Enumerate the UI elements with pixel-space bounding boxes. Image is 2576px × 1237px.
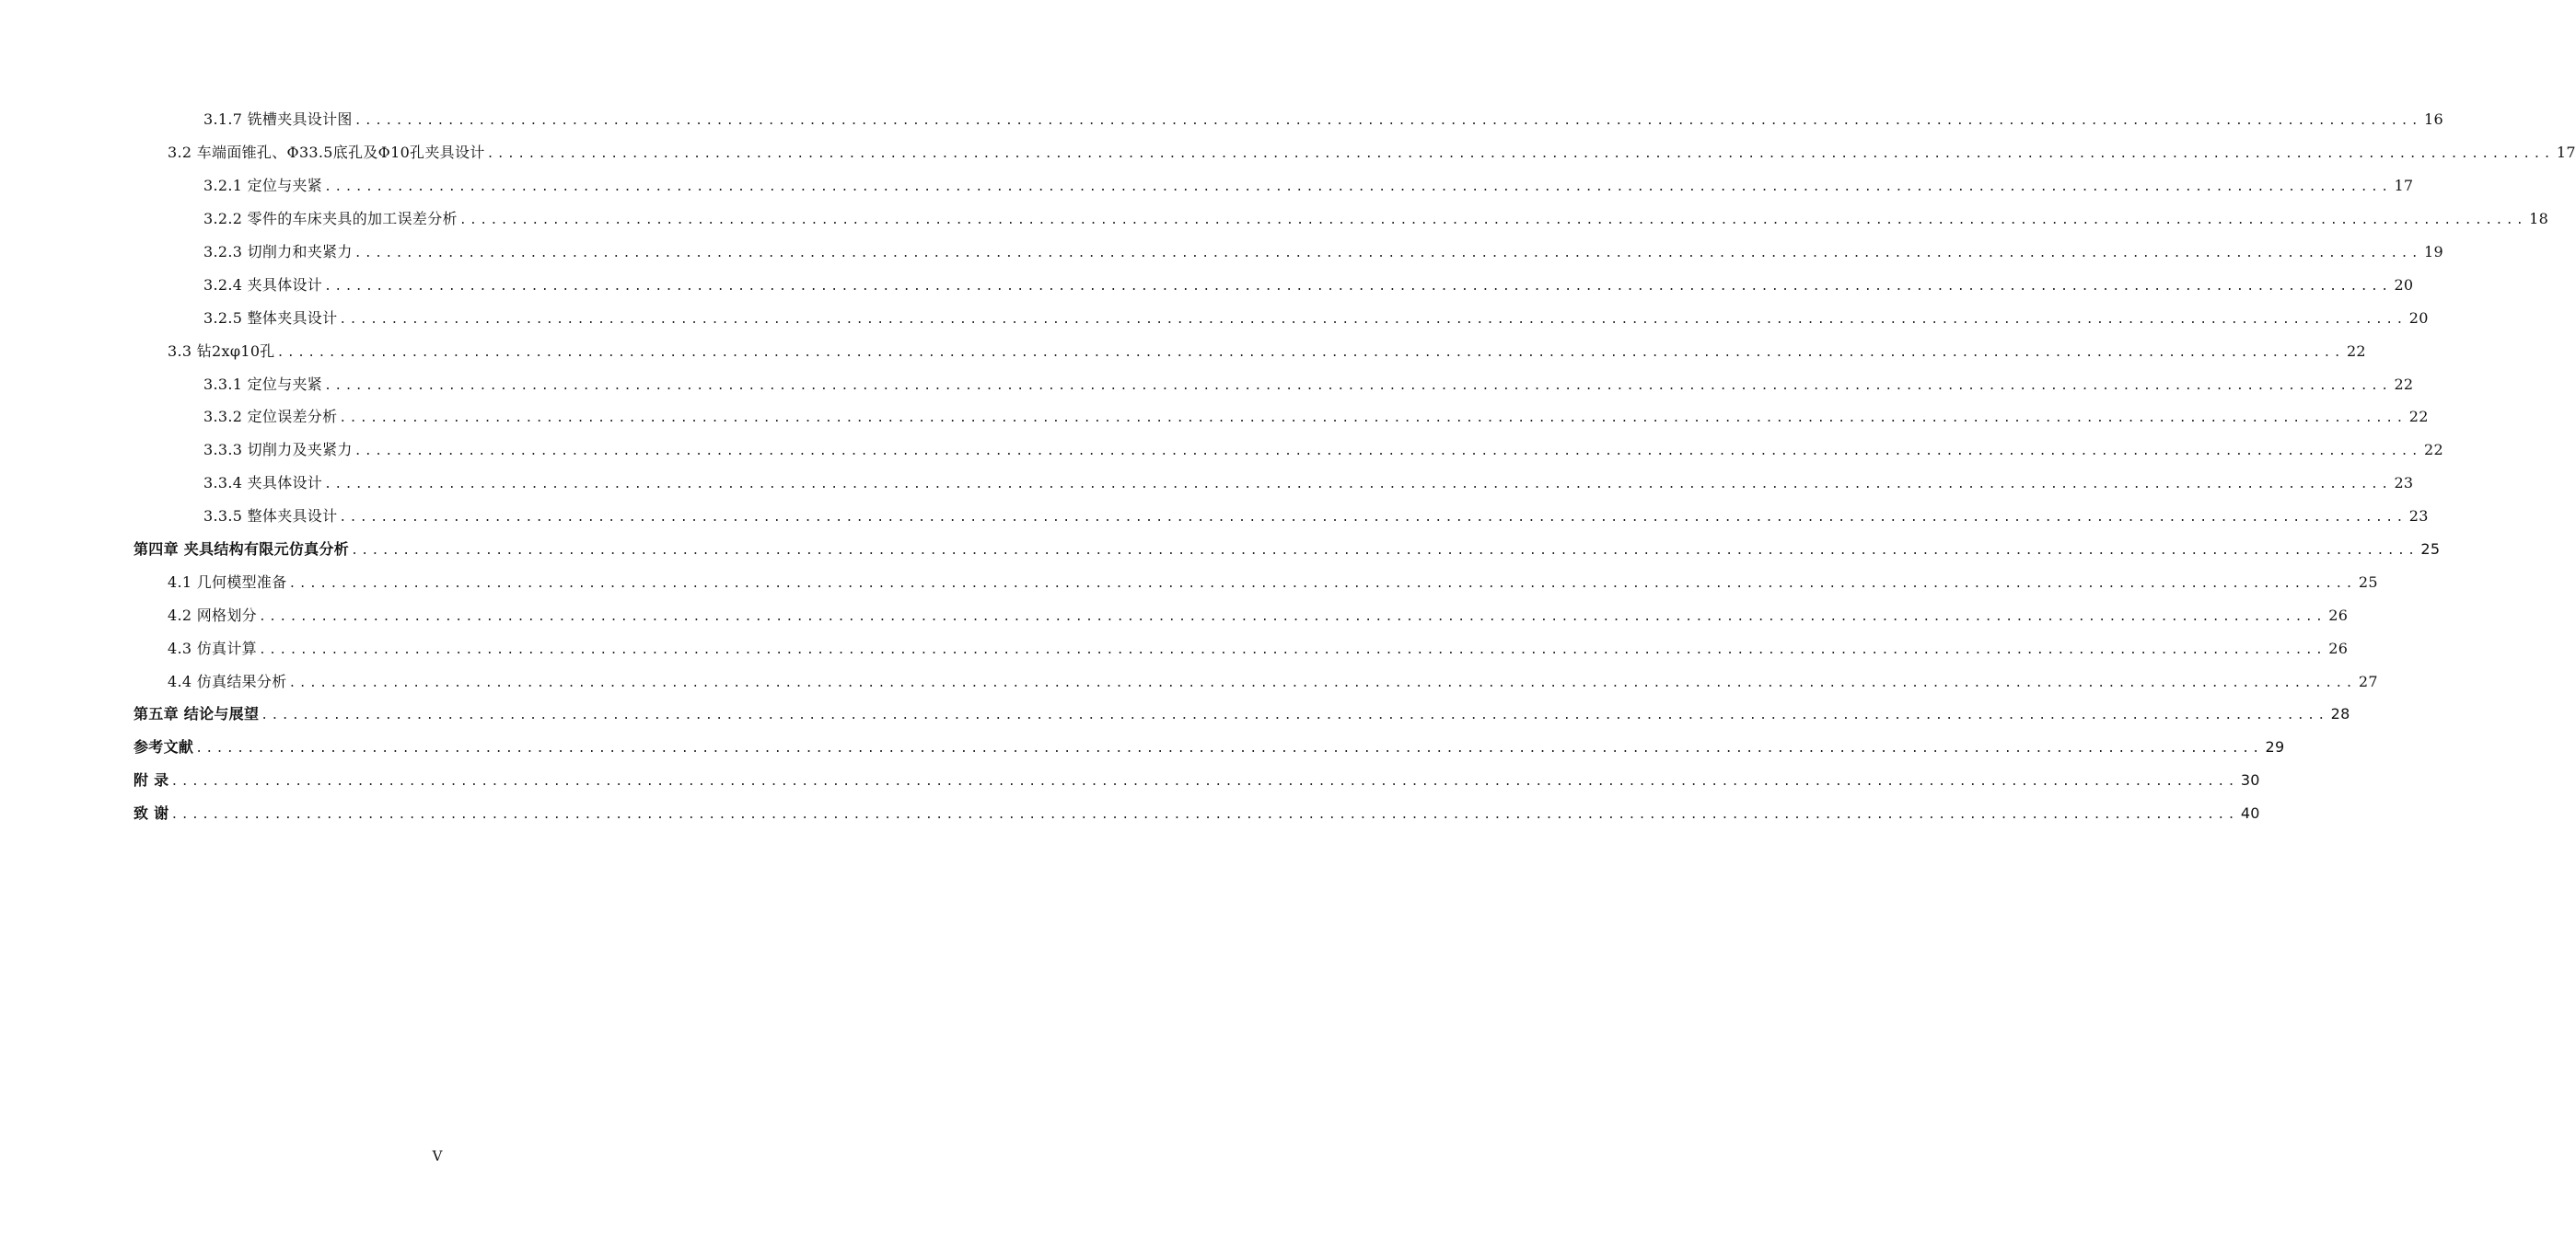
toc-entry-page: 26 — [2328, 639, 2349, 657]
toc-entry-line — [168, 670, 2378, 691]
toc-entry-page: 40 — [2240, 804, 2260, 823]
toc-entry[interactable] — [0, 597, 2349, 630]
toc-entry[interactable] — [0, 664, 2378, 697]
toc-dot-leader: ........................................................................................................................................................................................................ — [351, 544, 2419, 559]
toc-entry[interactable] — [0, 168, 2414, 202]
toc-entry-line — [203, 174, 2414, 195]
table-of-contents — [0, 102, 2576, 829]
toc-entry-line — [168, 571, 2378, 592]
toc-dot-leader: ........................................................................................................................................................................................................ — [339, 312, 2407, 327]
toc-entry[interactable] — [0, 135, 2576, 168]
toc-entry-label: 3.2.3 切削力和夹紧力 — [203, 243, 353, 260]
page-number: V — [432, 1148, 443, 1164]
toc-entry-page: 22 — [2408, 408, 2429, 426]
toc-entry-line — [133, 538, 2441, 559]
toc-entry-line — [168, 604, 2349, 625]
toc-entry-page: 18 — [2529, 210, 2549, 228]
toc-entry-page: 25 — [2358, 572, 2378, 591]
toc-entry-line — [168, 340, 2366, 361]
toc-dot-leader: ........................................................................................................................................................................................................ — [354, 445, 2422, 459]
toc-dot-leader: ........................................................................................................................................................................................................ — [486, 147, 2554, 162]
toc-entry[interactable] — [0, 235, 2444, 268]
toc-entry[interactable] — [0, 730, 2285, 763]
toc-entry[interactable] — [0, 202, 2549, 235]
toc-entry-label: 3.2.5 整体夹具设计 — [203, 308, 338, 327]
toc-entry[interactable] — [0, 763, 2260, 796]
toc-entry-page: 22 — [2424, 441, 2444, 459]
toc-dot-leader: ........................................................................................................................................................................................................ — [458, 214, 2527, 228]
toc-entry-label: 3.3.3 切削力及夹紧力 — [203, 441, 353, 459]
toc-entry-label: 4.3 仿真计算 — [168, 639, 257, 657]
toc-entry-line — [203, 108, 2444, 129]
toc-dot-leader: ........................................................................................................................................................................................................ — [276, 345, 2344, 360]
toc-entry-label: 3.2.1 定位与夹紧 — [203, 177, 323, 195]
toc-entry[interactable] — [0, 499, 2429, 532]
toc-entry-page: 20 — [2394, 275, 2414, 294]
toc-entry-page: 20 — [2408, 308, 2429, 327]
toc-entry[interactable] — [0, 300, 2429, 333]
toc-entry[interactable] — [0, 796, 2260, 829]
toc-entry-label: 4.2 网格划分 — [168, 606, 257, 624]
toc-entry-page: 22 — [2346, 341, 2366, 360]
toc-entry[interactable] — [0, 564, 2378, 597]
toc-dot-leader: ........................................................................................................................................................................................................ — [261, 709, 2328, 723]
toc-entry-label: 第五章 结论与展望 — [133, 705, 260, 723]
toc-entry-label: 3.3.1 定位与夹紧 — [203, 375, 323, 393]
toc-entry-line — [203, 207, 2549, 228]
toc-entry[interactable] — [0, 532, 2441, 565]
toc-entry[interactable] — [0, 399, 2429, 433]
toc-entry-label: 致 谢 — [133, 804, 169, 823]
toc-entry[interactable] — [0, 366, 2414, 399]
toc-entry-line — [203, 405, 2429, 426]
toc-dot-leader: ........................................................................................................................................................................................................ — [324, 378, 2392, 393]
toc-entry-label: 4.4 仿真结果分析 — [168, 672, 287, 690]
toc-entry-label: 3.2.4 夹具体设计 — [203, 275, 323, 294]
toc-entry-line — [168, 637, 2349, 658]
toc-entry-label: 4.1 几何模型准备 — [168, 572, 287, 591]
toc-dot-leader: ........................................................................................................................................................................................................ — [324, 478, 2392, 492]
toc-entry-line — [203, 471, 2414, 492]
toc-dot-leader: ........................................................................................................................................................................................................ — [170, 808, 2238, 823]
toc-dot-leader: ........................................................................................................................................................................................................ — [354, 114, 2422, 129]
toc-entry-label: 参考文献 — [133, 738, 194, 757]
toc-entry[interactable] — [0, 697, 2350, 730]
toc-entry-page: 17 — [2556, 144, 2576, 162]
toc-entry-page: 25 — [2420, 540, 2441, 559]
toc-dot-leader: ........................................................................................................................................................................................................ — [354, 247, 2422, 260]
toc-entry-label: 3.3.5 整体夹具设计 — [203, 507, 338, 526]
toc-entry-page: 26 — [2328, 606, 2349, 624]
toc-entry-label: 3.2 车端面锥孔、Φ33.5底孔及Φ10孔夹具设计 — [168, 144, 485, 162]
toc-entry-line — [203, 306, 2429, 328]
toc-entry-label: 3.3 钻2xφ10孔 — [168, 341, 275, 360]
toc-dot-leader: ........................................................................................................................................................................................................ — [258, 609, 2327, 624]
toc-dot-leader: ........................................................................................................................................................................................................ — [324, 180, 2392, 195]
toc-entry-line — [133, 769, 2260, 790]
toc-entry[interactable] — [0, 267, 2414, 300]
toc-entry-line — [203, 240, 2444, 261]
toc-entry[interactable] — [0, 333, 2366, 366]
toc-dot-leader: ........................................................................................................................................................................................................ — [258, 642, 2327, 657]
toc-entry-line — [203, 373, 2414, 394]
toc-entry-line — [133, 802, 2260, 823]
toc-entry-label: 3.3.4 夹具体设计 — [203, 474, 323, 492]
toc-entry-page: 30 — [2240, 771, 2260, 790]
toc-entry-page: 17 — [2394, 177, 2414, 195]
toc-entry-line — [133, 735, 2285, 757]
toc-entry-page: 29 — [2265, 738, 2285, 757]
toc-entry-line — [203, 504, 2429, 526]
toc-entry[interactable] — [0, 466, 2414, 499]
toc-dot-leader: ........................................................................................................................................................................................................ — [324, 279, 2392, 294]
toc-entry-page: 22 — [2394, 375, 2414, 393]
toc-entry-page: 23 — [2408, 507, 2429, 526]
toc-dot-leader: ........................................................................................................................................................................................................ — [288, 676, 2356, 690]
toc-entry-line — [168, 141, 2576, 162]
toc-entry[interactable] — [0, 102, 2444, 135]
toc-dot-leader: ........................................................................................................................................................................................................ — [339, 511, 2407, 526]
toc-entry-label: 3.1.7 铣槽夹具设计图 — [203, 110, 353, 129]
toc-entry-label: 附 录 — [133, 771, 169, 790]
toc-entry-label: 3.3.2 定位误差分析 — [203, 408, 338, 426]
toc-dot-leader: ........................................................................................................................................................................................................ — [195, 742, 2263, 757]
toc-entry-page: 23 — [2394, 474, 2414, 492]
toc-entry-page: 27 — [2358, 672, 2378, 690]
toc-entry-line — [203, 438, 2444, 459]
toc-entry-page: 28 — [2330, 705, 2350, 723]
toc-dot-leader: ........................................................................................................................................................................................................ — [339, 411, 2407, 426]
toc-entry-page: 19 — [2424, 243, 2444, 260]
toc-dot-leader: ........................................................................................................................................................................................................ — [170, 775, 2238, 790]
toc-entry-label: 3.2.2 零件的车床夹具的加工误差分析 — [203, 210, 458, 228]
toc-entry-line — [133, 702, 2350, 723]
toc-entry[interactable] — [0, 433, 2444, 466]
toc-entry-line — [203, 273, 2414, 295]
toc-entry-label: 第四章 夹具结构有限元仿真分析 — [133, 540, 350, 559]
toc-entry-page: 16 — [2424, 110, 2444, 129]
toc-dot-leader: ........................................................................................................................................................................................................ — [288, 576, 2356, 591]
toc-entry[interactable] — [0, 630, 2349, 664]
